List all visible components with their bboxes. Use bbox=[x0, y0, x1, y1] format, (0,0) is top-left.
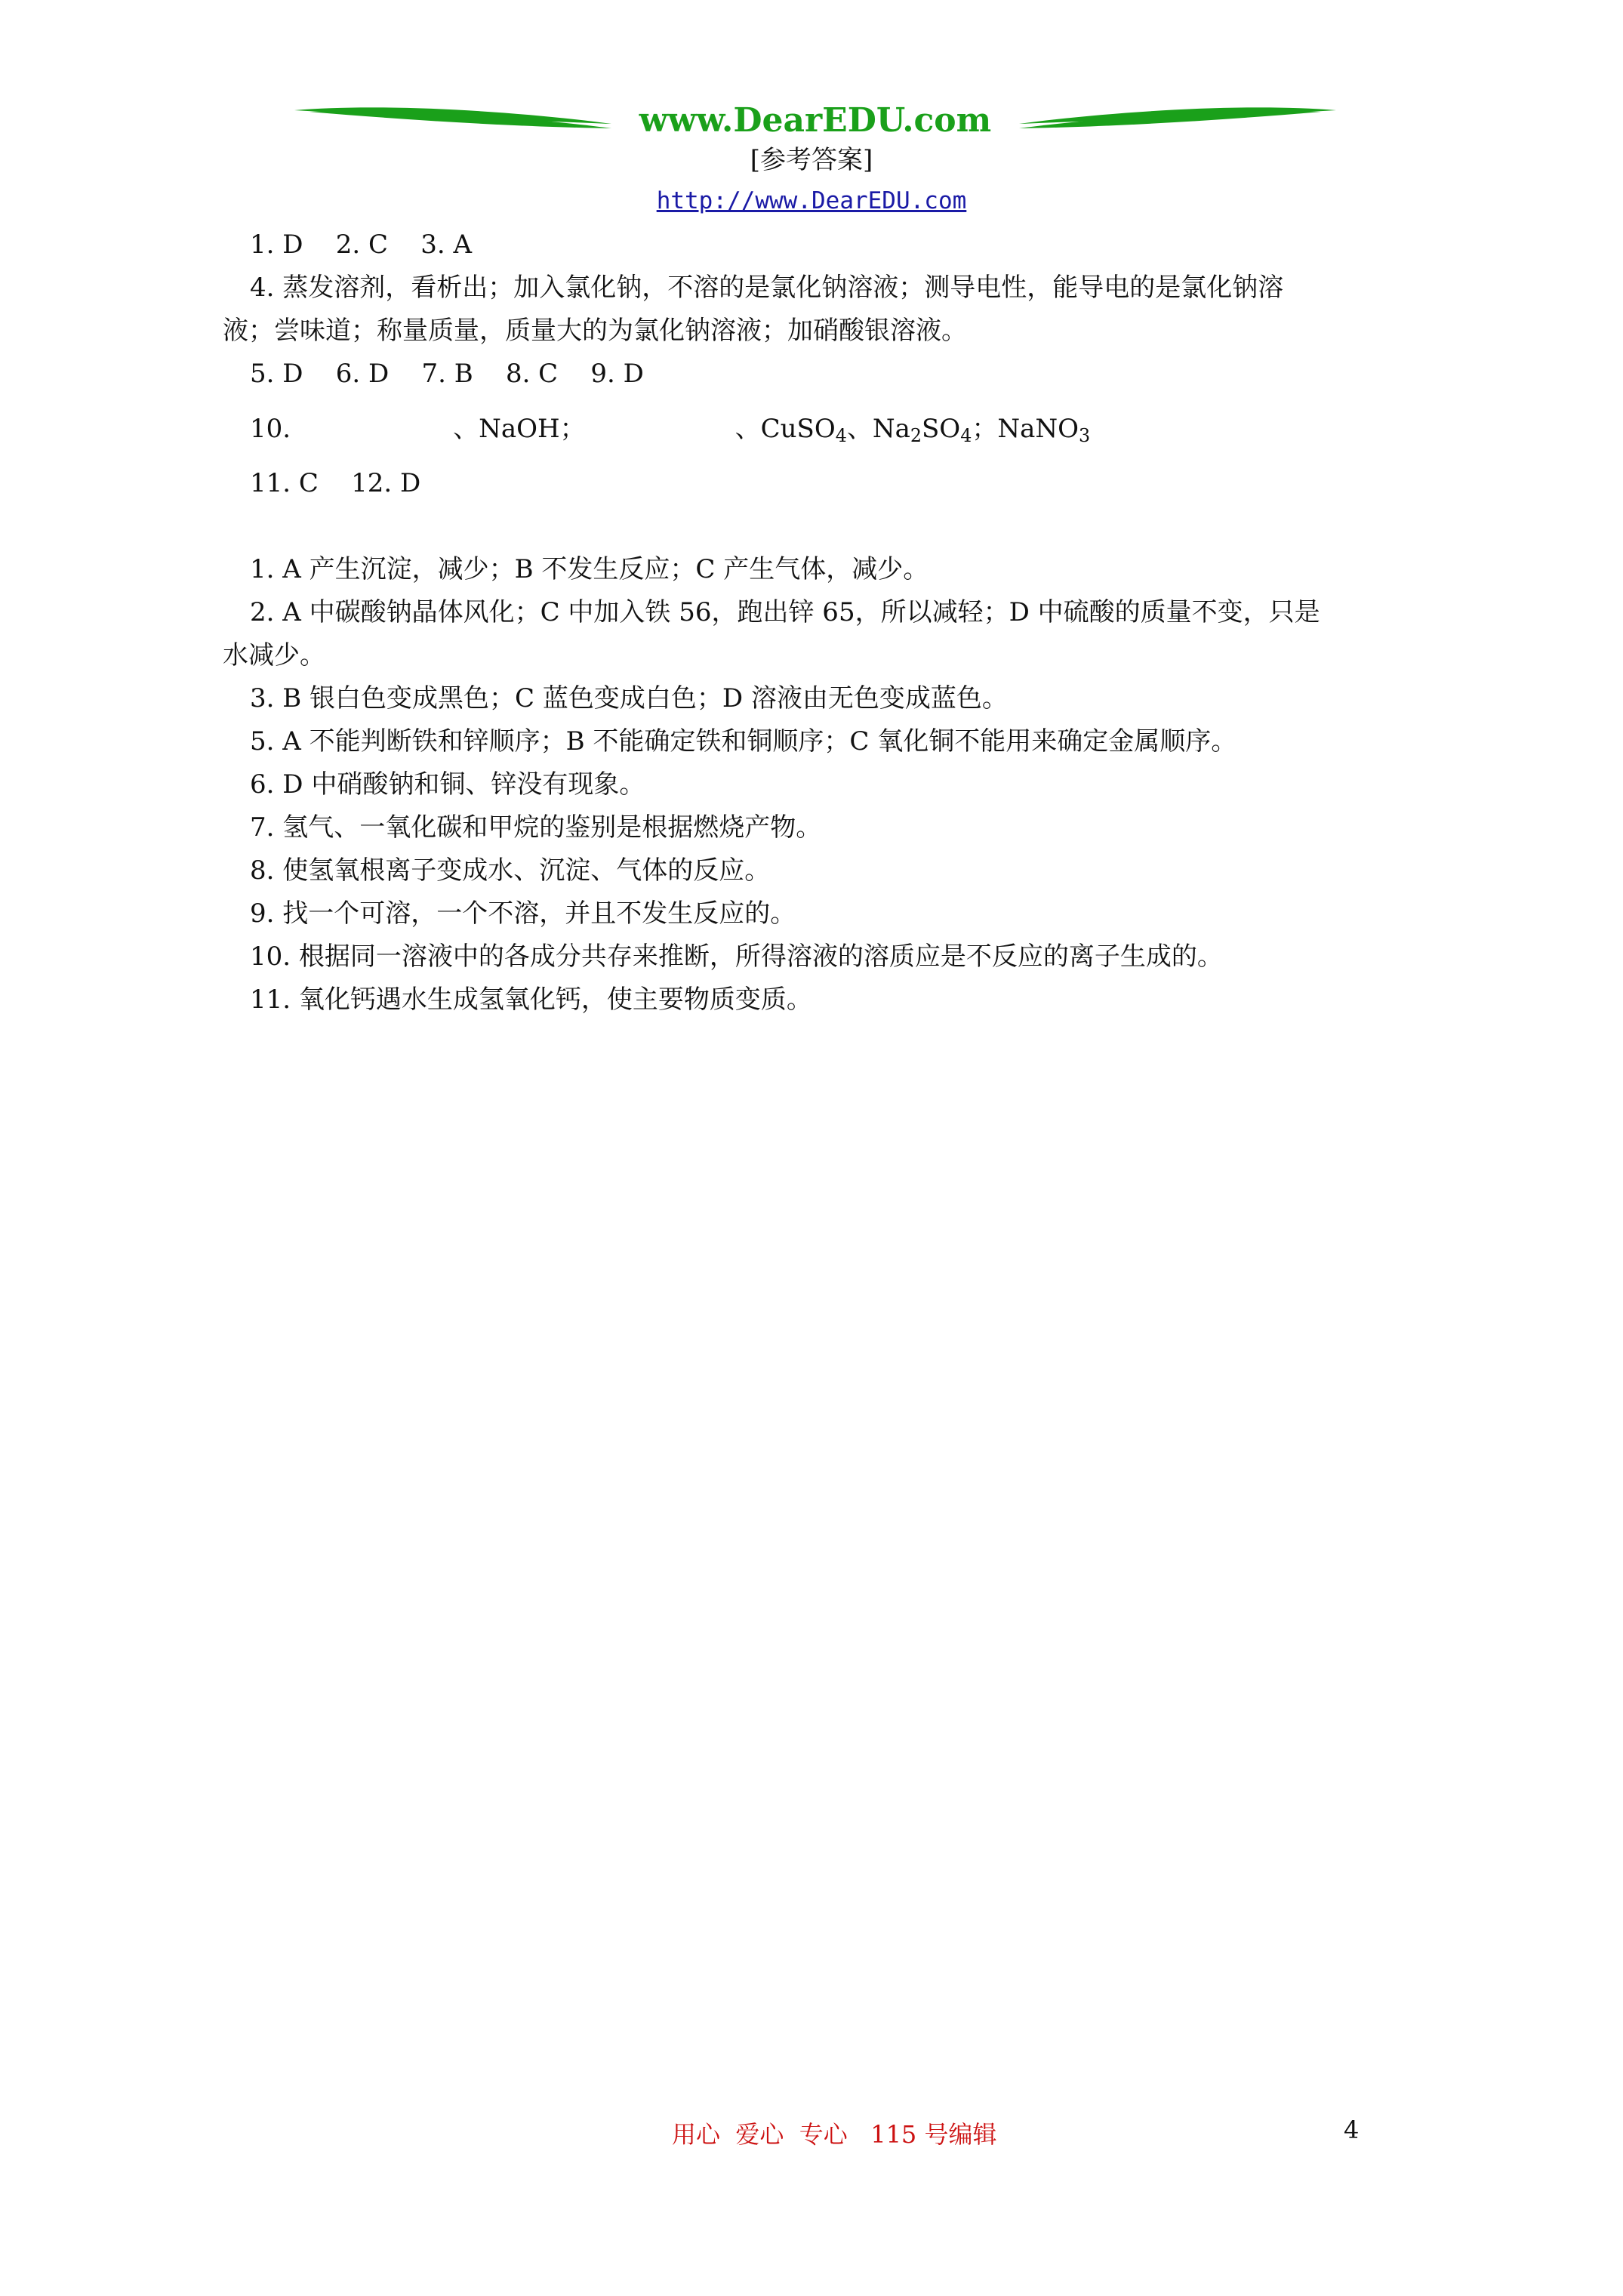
explanation-line: 3. B 银白色变成黑色；C 蓝色变成白色；D 溶液由无色变成蓝色。 bbox=[250, 683, 1008, 713]
explanation-line: 2. A 中碳酸钠晶体风化；C 中加入铁 56，跑出锌 65，所以减轻；D 中硫酸的质量不变，只是 bbox=[250, 597, 1320, 627]
explanation-line: 8. 使氢氧根离子变成水、沉淀、气体的反应。 bbox=[250, 855, 771, 886]
explanation-line: 1. A 产生沉淀，减少；B 不发生反应；C 产生气体，减少。 bbox=[250, 554, 929, 584]
site-link[interactable]: http://www.DearEDU.com bbox=[656, 187, 967, 214]
answer-line: 11. C 12. D bbox=[250, 468, 421, 498]
answer-line: 4. 蒸发溶剂，看析出；加入氯化钠，不溶的是氯化钠溶液；测导电性，能导电的是氯化钠溶 bbox=[250, 273, 1284, 303]
answer-line-formula: 10. 、NaOH； 、CuSO$_4$、$Na_2SO_4$；NaNO$_3$ bbox=[250, 414, 1091, 446]
page-number: 4 bbox=[1344, 2116, 1360, 2144]
dearedu-logo bbox=[294, 98, 1336, 143]
explanation-line: 7. 氢气、一氧化碳和甲烷的鉴别是根据燃烧产物。 bbox=[250, 812, 822, 843]
answer-line: 液；尝味道；称量质量，质量大的为氯化钠溶液；加硝酸银溶液。 bbox=[223, 316, 967, 346]
logo-text: www.DearEDU.com bbox=[639, 101, 992, 140]
explanation-line: 6. D 中硝酸钠和铜、锌没有现象。 bbox=[250, 769, 645, 800]
answer-line: 5. D 6. D 7. B 8. C 9. D bbox=[250, 359, 644, 389]
explanation-line: 9. 找一个可溶，一个不溶，并且不发生反应的。 bbox=[250, 898, 796, 929]
footer-credit: 用心 爱心 专心 115 号编辑 bbox=[672, 2120, 997, 2149]
explanation-line: 10. 根据同一溶液中的各成分共存来推断，所得溶液的溶质应是不反应的离子生成的。 bbox=[250, 942, 1223, 972]
explanation-line: 水减少。 bbox=[223, 640, 325, 670]
answer-heading: [参考答案] bbox=[750, 145, 873, 175]
explanation-line: 11. 氧化钙遇水生成氢氧化钙，使主要物质变质。 bbox=[250, 985, 812, 1015]
item-number: 10. bbox=[250, 414, 291, 444]
answer-content bbox=[223, 223, 1423, 1022]
explanation-line: 5. A 不能判断铁和锌顺序；B 不能确定铁和铜顺序；C 氧化铜不能用来确定金属顺序。 bbox=[250, 726, 1237, 757]
answer-line: 1. D 2. C 3. A bbox=[250, 230, 473, 260]
